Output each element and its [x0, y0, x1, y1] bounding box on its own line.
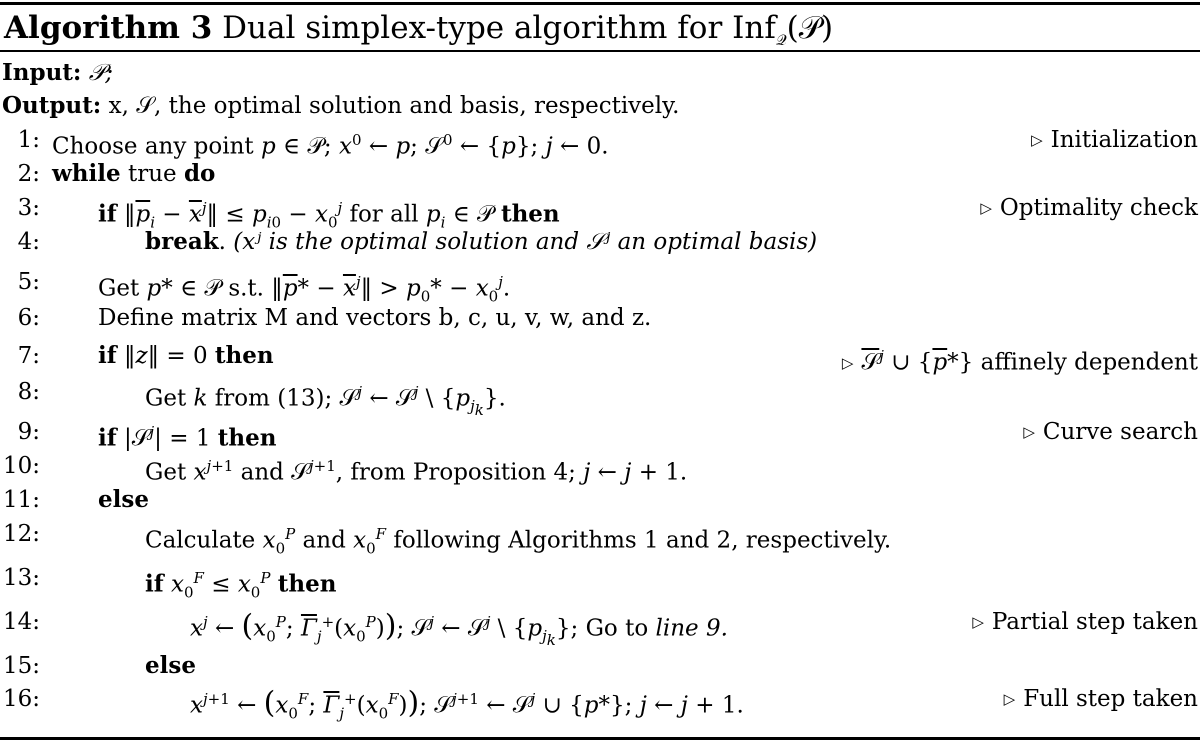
line-code: if ‖z‖ = 0 then [98, 342, 274, 369]
title-subscript: 𝒬 [775, 31, 787, 50]
line-code: Choose any point p ∈ 𝒫; $x^0$ ← p; 𝒮$^0$ ← {p}; j ← 0. [52, 131, 609, 160]
line-number: 10: [2, 453, 40, 479]
line-code: $x^{j+1}$ ← ($x_0^F$; $\overline{\Gamma}_j^+(x_0^F)$); 𝒮$^{j+1}$ ← 𝒮$^j$ ∪ {p*}; j ← j + 1. [190, 685, 744, 723]
algorithm-line [0, 650, 1200, 682]
algorithm-line [0, 484, 1200, 516]
line-number: 7: [17, 343, 40, 369]
line-number: 3: [17, 195, 40, 221]
comment-triangle-icon: ▷ [1003, 690, 1016, 708]
algorithm-title: Dual simplex-type algorithm for Inf [222, 10, 776, 46]
top-rule [0, 2, 1200, 5]
line-number: 14: [2, 609, 40, 635]
line-number: 11: [2, 487, 40, 513]
algorithm-line [0, 226, 1200, 258]
algorithm-line [0, 518, 1200, 558]
line-code: if |𝒮$^j$| = 1 then [98, 423, 277, 452]
comment-triangle-icon: ▷ [980, 199, 992, 217]
line-number: 8: [17, 379, 40, 405]
algorithm-line [0, 124, 1200, 160]
comment-triangle-icon: ▷ [841, 353, 854, 372]
line-code: $x^j$ ← ($x_0^P$; $\overline{\Gamma}_j^+(x_0^P)$); 𝒮$^j$ ← 𝒮$^j$ \ $\{p_{j_k}\}$; Go to line 9. [190, 608, 728, 650]
line-code: Get p* ∈ 𝒫 s.t. $‖\overline{p}*$ − $\overline{x}^j‖ > p_0* - x_0^j$. [98, 273, 511, 306]
algorithm-line [0, 266, 1200, 306]
line-number: 15: [2, 653, 40, 679]
comment-triangle-icon: ▷ [1031, 131, 1043, 149]
line-number: 13: [2, 565, 40, 591]
line-number: 1: [17, 127, 40, 153]
algorithm-line [0, 158, 1200, 190]
algorithm-line [0, 562, 1200, 602]
line-code: break. (xʲ is the optimal solution and 𝒮ʲ an optimal basis) [145, 228, 818, 255]
input-text: 𝒫; [88, 60, 114, 86]
algorithm-caption [4, 9, 834, 50]
title-argument: (𝒫) [786, 10, 834, 46]
line-number: 12: [2, 521, 40, 547]
algorithm-line [0, 681, 1200, 723]
algorithm-line [0, 416, 1200, 452]
line-comment: ▷ Partial step taken [972, 604, 1198, 642]
line-code: Define matrix M and vectors b, c, u, v, w, and z. [98, 305, 652, 331]
output-line [2, 91, 679, 121]
algorithm-label: Algorithm 3 [4, 10, 213, 46]
algorithm-line [0, 192, 1200, 232]
line-code: Get $x^{j+1}$ and 𝒮$^{j+1}$, from Proposition 4; j ← j + 1. [145, 457, 688, 486]
comment-triangle-icon: ▷ [972, 613, 984, 631]
line-number: 2: [17, 161, 40, 187]
bottom-rule [0, 737, 1200, 740]
algorithm-line [0, 376, 1200, 420]
algorithm-line [0, 302, 1200, 334]
output-text: x, 𝒮, the optimal solution and basis, respectively. [108, 93, 680, 119]
algorithm-line [0, 450, 1200, 486]
line-comment: ▷ Full step taken [1004, 681, 1198, 719]
line-comment: ▷ Optimality check [980, 192, 1198, 226]
line-code: Calculate $x_0^P$ and $x_0^F$ following Algorithms 1 and 2, respectively. [145, 525, 892, 558]
input-line [2, 58, 113, 88]
line-code: else [145, 652, 196, 679]
line-number: 16: [2, 686, 40, 712]
line-code: while true do [52, 160, 216, 187]
line-comment: ▷ Initialization [1031, 124, 1198, 158]
line-number: 9: [17, 419, 40, 445]
algorithm-line [0, 604, 1200, 650]
input-label: Input: [2, 59, 82, 86]
line-code: if $x_0^F \le x_0^P$ then [145, 569, 337, 602]
output-label: Output: [2, 92, 102, 119]
line-comment: ▷ 𝒮$^j$ ∪ $\{\overline{p}*\}$ affinely dependent [842, 340, 1198, 381]
line-code: else [98, 486, 149, 513]
line-note: (xʲ is the optimal solution and 𝒮ʲ an optimal basis) [233, 229, 818, 255]
line-code: if $‖\overline{p}_i$ − $\overline{x}^j‖ \le p_{i0} - x_0^j$ for all $p_i$ ∈ 𝒫 then [98, 199, 560, 232]
comment-triangle-icon: ▷ [1023, 423, 1035, 441]
caption-rule [0, 50, 1200, 52]
line-number: 4: [17, 229, 40, 255]
line-number: 5: [17, 269, 40, 295]
line-comment: ▷ Curve search [1023, 416, 1198, 450]
line-code: Get k from (13); 𝒮$^j$ ← 𝒮$^j$ \ $\{p_{j_k}\}$. [145, 383, 506, 420]
algorithm-line [0, 340, 1200, 376]
line-number: 6: [17, 305, 40, 331]
